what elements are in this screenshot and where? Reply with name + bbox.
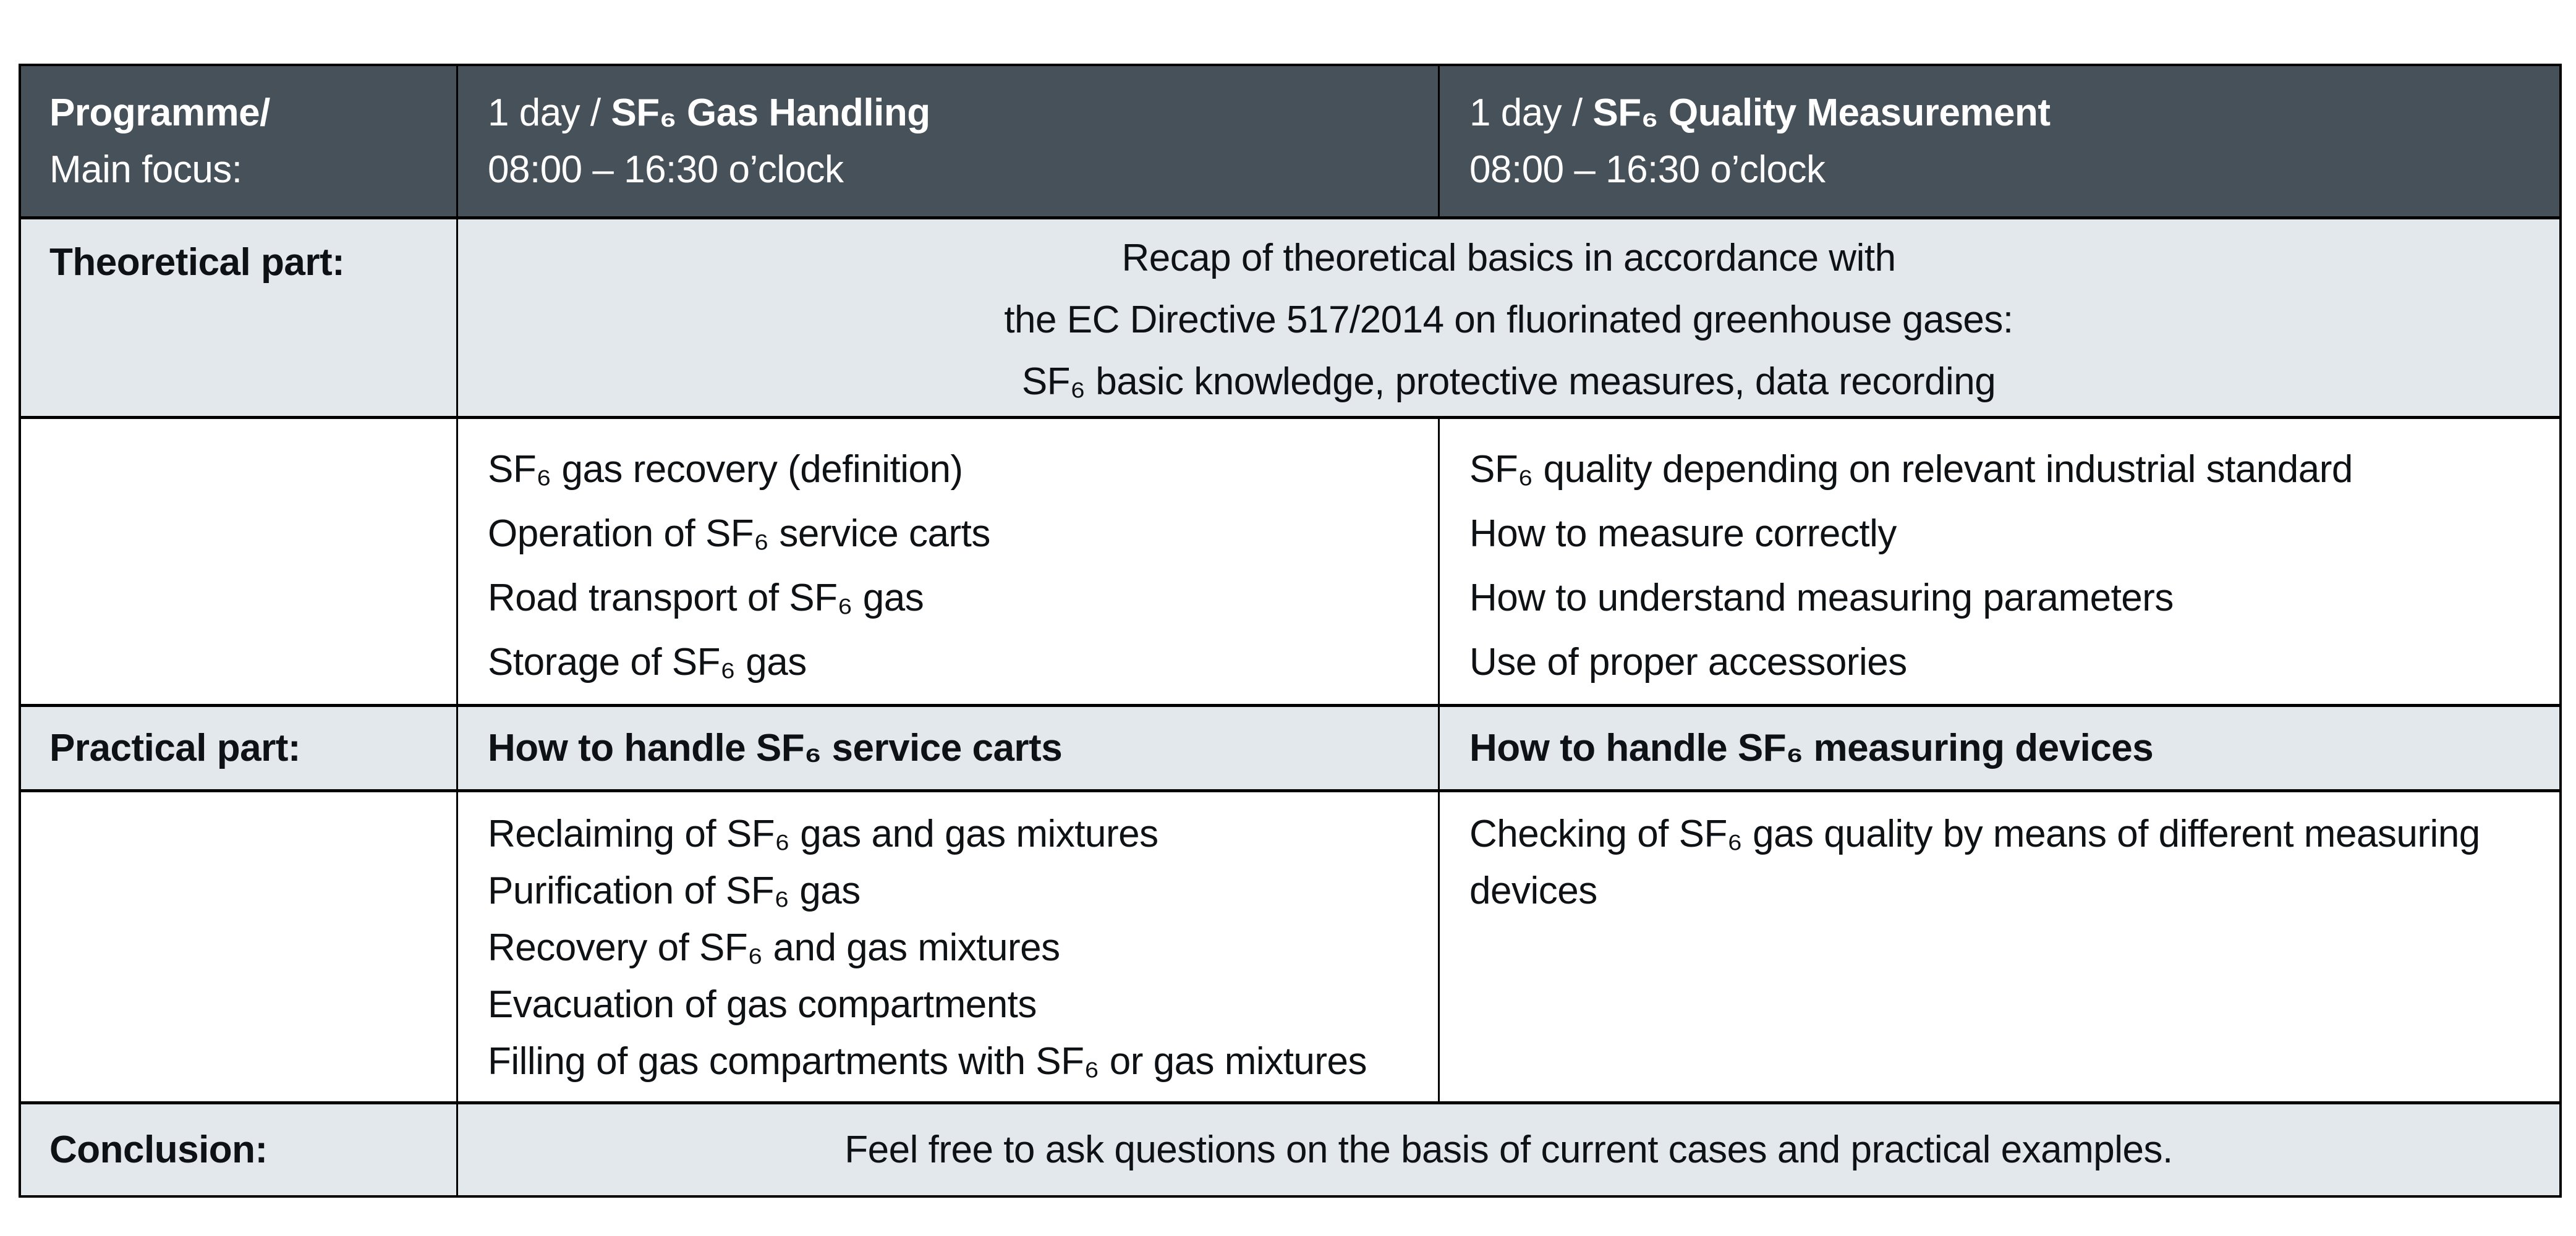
header-cell-programme — [21, 66, 458, 216]
list-item: Reclaiming of SF₆ gas and gas mixtures — [488, 813, 1158, 855]
practical-handling-topics-cell — [458, 792, 1440, 1101]
quality-measurement-duration: 1 day / — [1469, 91, 1593, 134]
practical-part-label: Practical part: — [49, 726, 301, 769]
practical-quality-topics-cell — [1440, 792, 2559, 1101]
theory-topics-empty-cell — [21, 419, 458, 704]
quality-measurement-title-line — [1469, 85, 2559, 142]
conclusion-text: Feel free to ask questions on the basis of current cases and practical examples. — [844, 1128, 2173, 1171]
quality-measurement-time: 08:00 – 16:30 o’clock — [1469, 148, 1826, 191]
practical-gas-handling-cell — [458, 707, 1440, 789]
practical-row — [21, 707, 2559, 792]
list-item: How to measure correctly — [1469, 512, 1897, 555]
quality-measurement-course-title: SF₆ Quality Measurement — [1592, 91, 2051, 134]
gas-handling-time: 08:00 – 16:30 o’clock — [488, 148, 844, 191]
header-row — [21, 66, 2559, 219]
conclusion-row — [21, 1104, 2559, 1195]
gas-handling-topics-cell — [458, 419, 1440, 704]
list-item: SF₆ quality depending on relevant industrial standard — [1469, 448, 2353, 491]
list-item: Evacuation of gas compartments — [488, 983, 1037, 1026]
theoretical-row — [21, 219, 2559, 419]
theoretical-part-label: Theoretical part: — [49, 241, 345, 284]
gas-handling-duration: 1 day / — [488, 91, 611, 134]
practical-quality-title: How to handle SF₆ measuring devices — [1469, 726, 2154, 769]
theoretical-content-cell — [458, 219, 2559, 416]
list-item: Recovery of SF₆ and gas mixtures — [488, 926, 1060, 969]
main-focus-label: Main focus: — [49, 148, 242, 191]
theoretical-label-cell — [21, 219, 458, 416]
header-cell-quality-measurement — [1440, 66, 2559, 216]
list-item: Checking of SF₆ gas quality by means of different measuring devices — [1469, 813, 2480, 912]
list-item: Operation of SF₆ service carts — [488, 512, 990, 555]
header-cell-gas-handling — [458, 66, 1440, 216]
theoretical-line-2: the EC Directive 517/2014 on fluorinated greenhouse gases: — [1004, 298, 2013, 341]
list-item: Filling of gas compartments with SF₆ or gas mixtures — [488, 1040, 1367, 1083]
list-item: Storage of SF₆ gas — [488, 641, 807, 684]
practical-handling-title: How to handle SF₆ service carts — [488, 726, 1063, 769]
gas-handling-course-title: SF₆ Gas Handling — [611, 91, 930, 134]
theoretical-line-1: Recap of theoretical basics in accordance with — [1121, 237, 1896, 279]
list-item: Use of proper accessories — [1469, 641, 1907, 684]
quality-measurement-topics-cell — [1440, 419, 2559, 704]
list-item: Road transport of SF₆ gas — [488, 577, 924, 619]
conclusion-label-cell — [21, 1104, 458, 1195]
conclusion-label: Conclusion: — [49, 1128, 268, 1171]
theory-topics-row — [21, 419, 2559, 707]
programme-label: Programme/ — [49, 91, 270, 134]
practical-quality-cell — [1440, 707, 2559, 789]
practical-topics-empty-cell — [21, 792, 458, 1101]
theoretical-line-3: SF₆ basic knowledge, protective measures, data recording — [1021, 360, 1996, 403]
practical-topics-row — [21, 792, 2559, 1104]
list-item: Purification of SF₆ gas — [488, 870, 861, 912]
list-item: How to understand measuring parameters — [1469, 577, 2174, 619]
list-item: SF₆ gas recovery (definition) — [488, 448, 963, 491]
conclusion-content-cell — [458, 1104, 2559, 1195]
practical-label-cell — [21, 707, 458, 789]
training-programme-table — [19, 64, 2562, 1198]
gas-handling-title-line — [488, 85, 1438, 142]
